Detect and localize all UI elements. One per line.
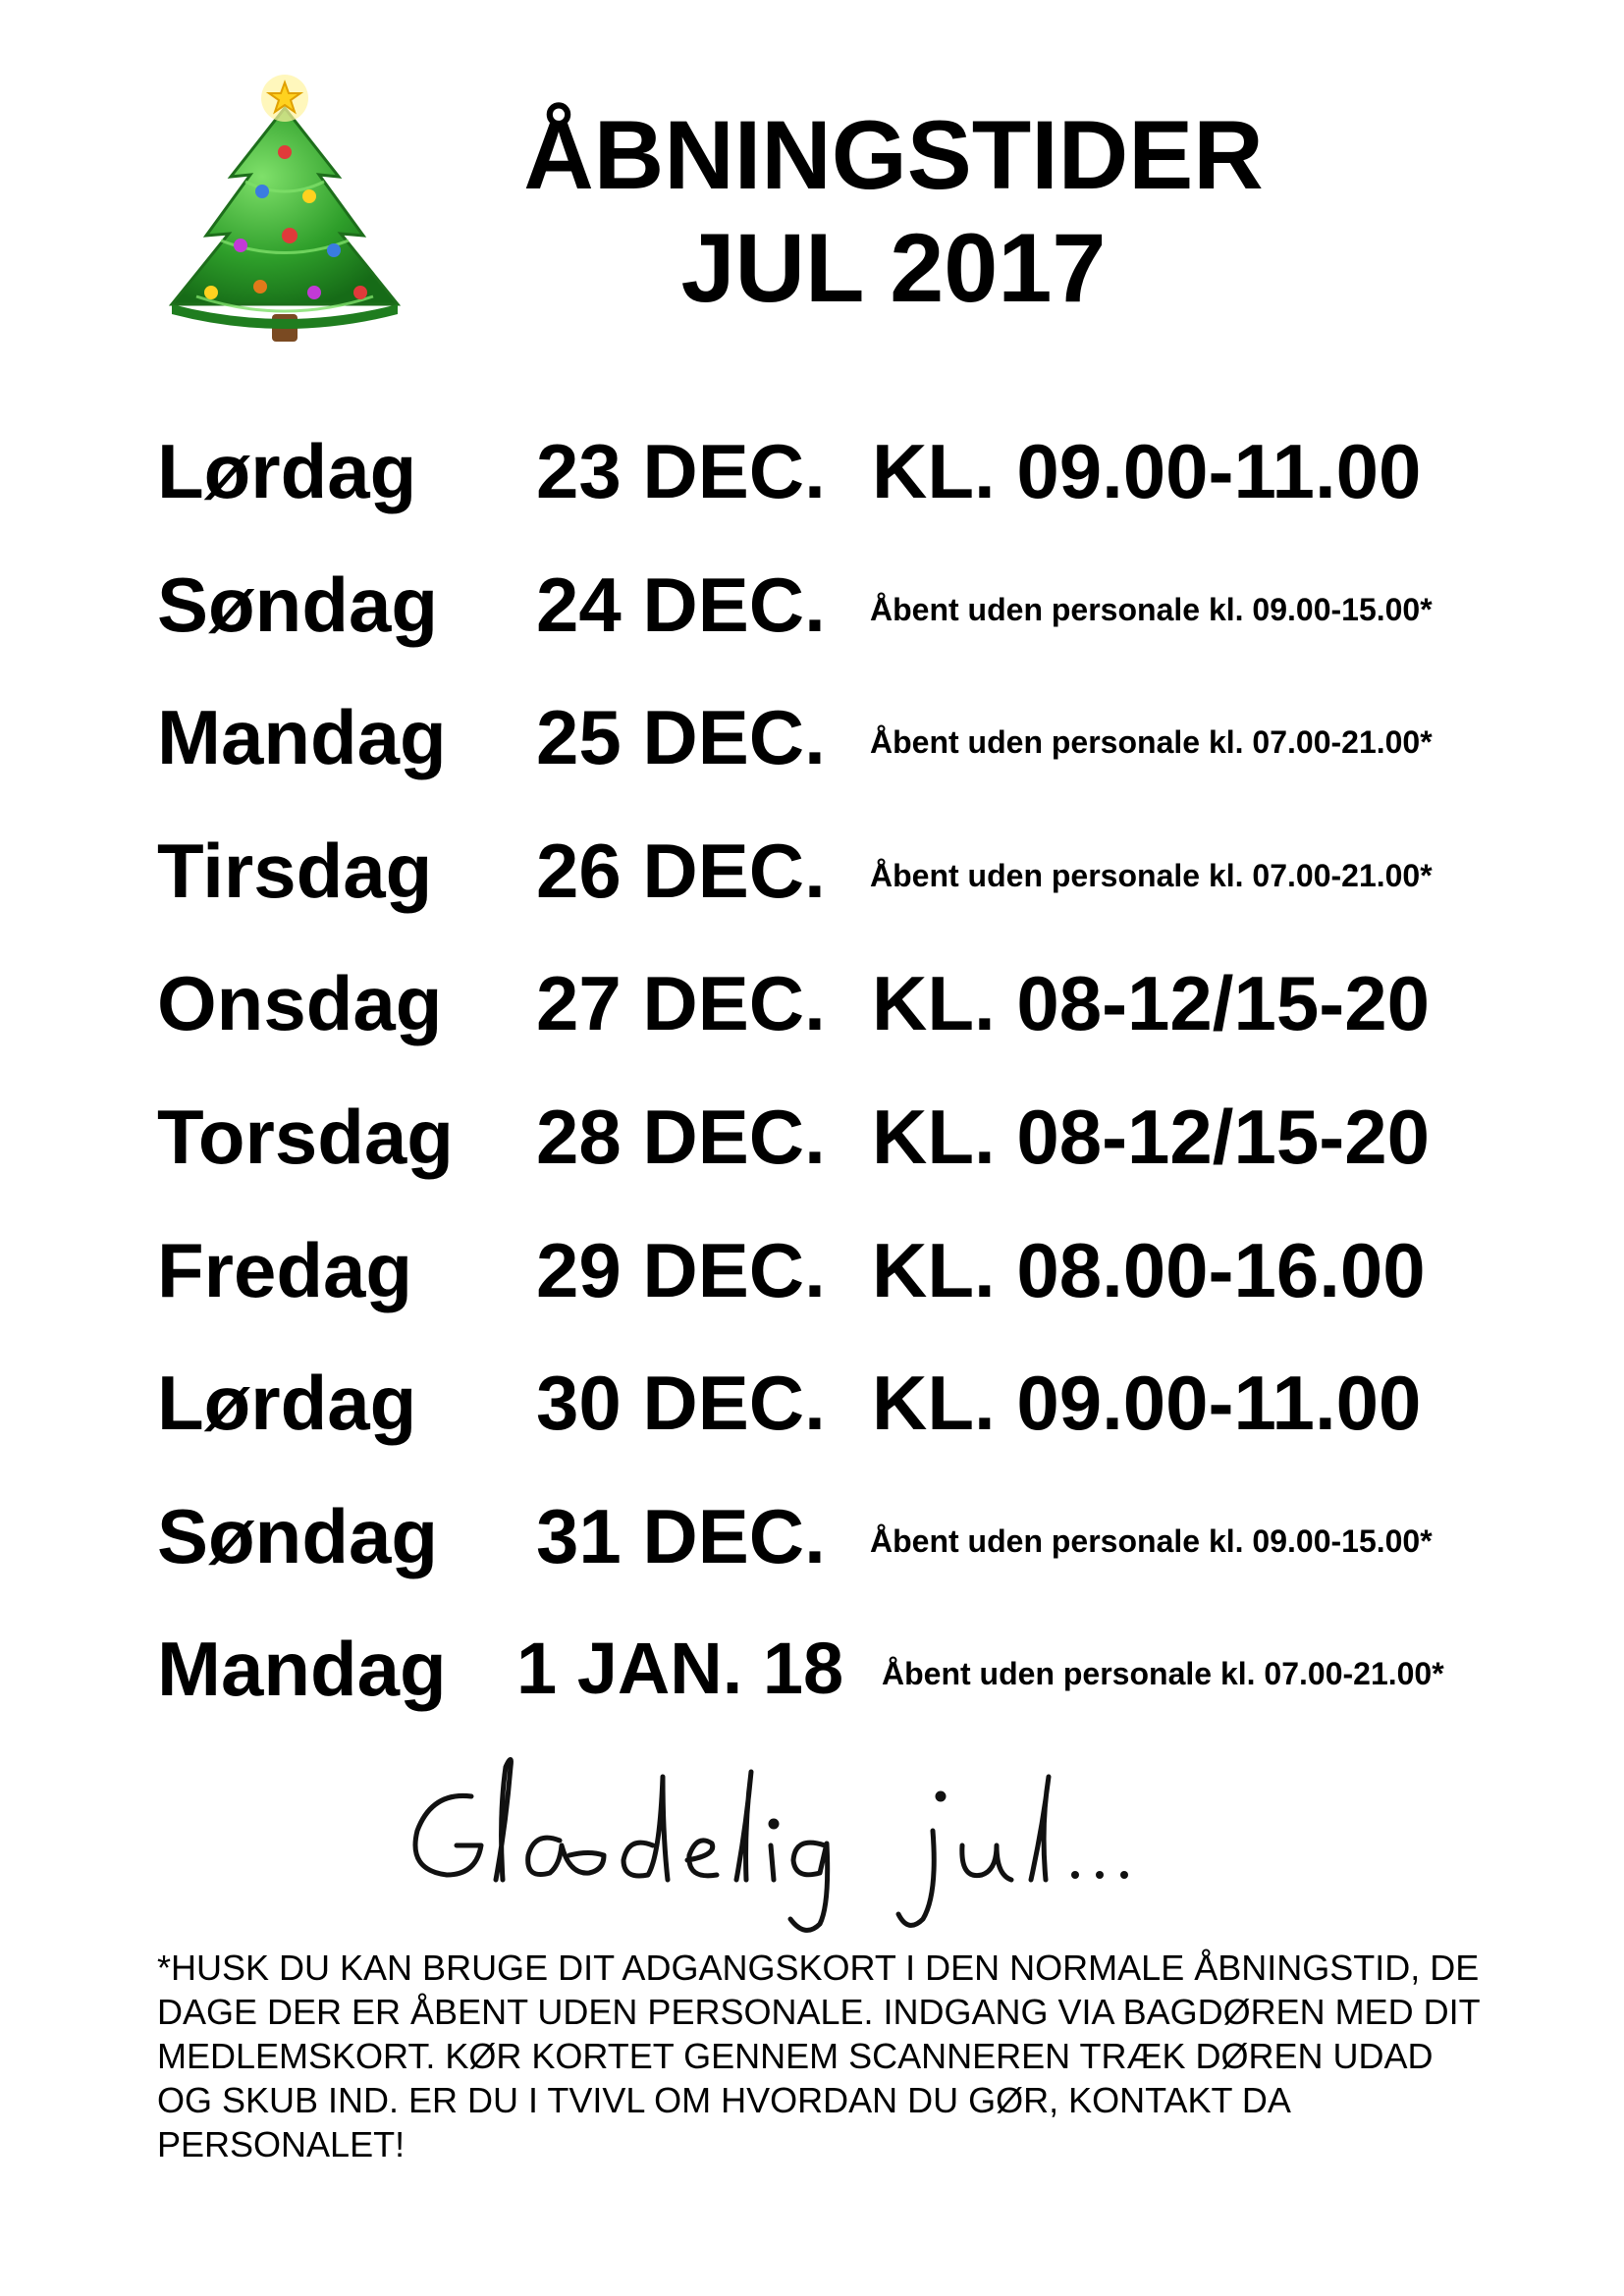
hours-label: KL. 08-12/15-20 [872,1093,1430,1180]
date-label: 30 DEC. [536,1360,826,1447]
date-label: 31 DEC. [536,1492,826,1579]
day-label: Lørdag [157,1360,417,1447]
hours-label: KL. 09.00-11.00 [872,428,1422,514]
access-card-footnote: *HUSK DU KAN BRUGE DIT ADGANGSKORT I DEN NORMALE ÅBNINGSTID, DE DAGE DER ER ÅBENT UDEN PERSONALE. INDGANG VIA BAGDØREN MED DIT MEDLEMSKORT. KØR KORTET GENNEM SCANNEREN TRÆK DØREN UDAD OG SKUB IND. ER DU I TVIVL OM HVORDAN DU GØR, KONTAKT DA PERSONALET! [157,1948,1480,2164]
hours-label: KL. 08.00-16.00 [872,1226,1426,1313]
date-label: 27 DEC. [536,960,826,1047]
day-label: Onsdag [157,960,443,1047]
schedule-row [157,546,1532,679]
page-title [403,98,1384,324]
schedule-row [157,1078,1532,1211]
hours-label: Åbent uden personale kl. 07.00-21.00* [870,857,1433,893]
day-label: Lørdag [157,428,417,514]
schedule-row [157,944,1532,1078]
day-label: Søndag [157,561,438,648]
hours-label: Åbent uden personale kl. 09.00-15.00* [870,1522,1433,1559]
date-label: 1 JAN. 18 [516,1628,844,1710]
date-label: 29 DEC. [536,1226,826,1313]
day-label: Tirsdag [157,827,433,914]
date-label: 25 DEC. [536,694,826,781]
date-label: 26 DEC. [536,827,826,914]
date-label: 24 DEC. [536,561,826,648]
day-label: Søndag [157,1492,438,1579]
hours-label: KL. 09.00-11.00 [872,1360,1422,1447]
hours-label: Åbent uden personale kl. 07.00-21.00* [870,724,1433,761]
schedule-row [157,1477,1532,1611]
handwritten-greeting [403,1737,1286,1934]
day-label: Fredag [157,1226,413,1313]
day-label: Mandag [157,694,447,781]
christmas-tree-icon [152,69,417,353]
hours-label: KL. 08-12/15-20 [872,960,1430,1047]
schedule-row [157,1211,1532,1345]
day-label: Torsdag [157,1093,454,1180]
hours-label: Åbent uden personale kl. 07.00-21.00* [882,1656,1444,1692]
date-label: 28 DEC. [536,1093,826,1180]
schedule-row [157,1344,1532,1477]
schedule-row [157,1610,1532,1743]
date-label: 23 DEC. [536,428,826,514]
hours-label: Åbent uden personale kl. 09.00-15.00* [870,591,1433,627]
title-line-2: JUL 2017 [680,213,1107,322]
schedule-row [157,812,1532,945]
schedule-row [157,412,1532,546]
opening-hours-list [157,412,1532,1743]
schedule-row [157,678,1532,812]
title-line-1: ÅBNINGSTIDER [523,100,1264,209]
day-label: Mandag [157,1626,447,1713]
